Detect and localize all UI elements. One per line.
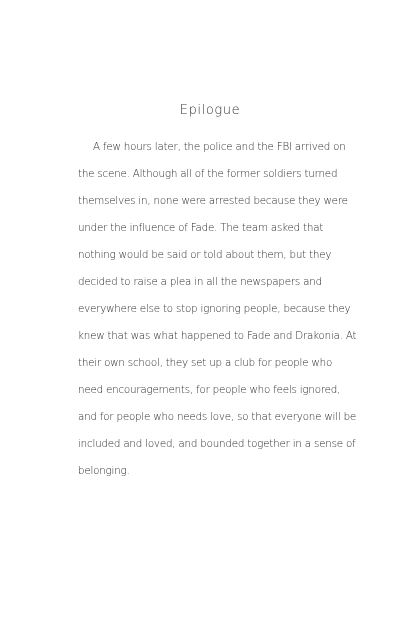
paragraph-line-5: nothing would be said or told about them, but they: [78, 249, 332, 261]
paragraph-line-4: under the influence of Fade. The team asked that: [78, 222, 324, 234]
paragraph-line-6: decided to raise a plea in all the newspapers and: [78, 276, 322, 288]
paragraph-line-3: themselves in, none were arrested because they were: [78, 195, 348, 207]
paragraph-line-2: the scene. Although all of the former soldiers turned: [78, 168, 338, 180]
paragraph-line-9: their own school, they set up a club for people who: [78, 357, 333, 369]
paragraph-line-7: everywhere else to stop ignoring people, because they: [78, 303, 351, 315]
paragraph-line-10: need encouragements, for people who feels ignored,: [78, 384, 341, 396]
paragraph-line-1: A few hours later, the police and the FBI arrived on: [93, 141, 346, 153]
paragraph-line-8: knew that was what happened to Fade and Drakonia. At: [78, 330, 357, 342]
paragraph-line-11: and for people who needs love, so that everyone will be: [78, 411, 357, 423]
page-title: Epilogue: [179, 103, 241, 118]
paragraph-line-12: included and loved, and bounded together in a sense of: [78, 438, 356, 450]
paragraph-line-13: belonging.: [78, 465, 130, 477]
